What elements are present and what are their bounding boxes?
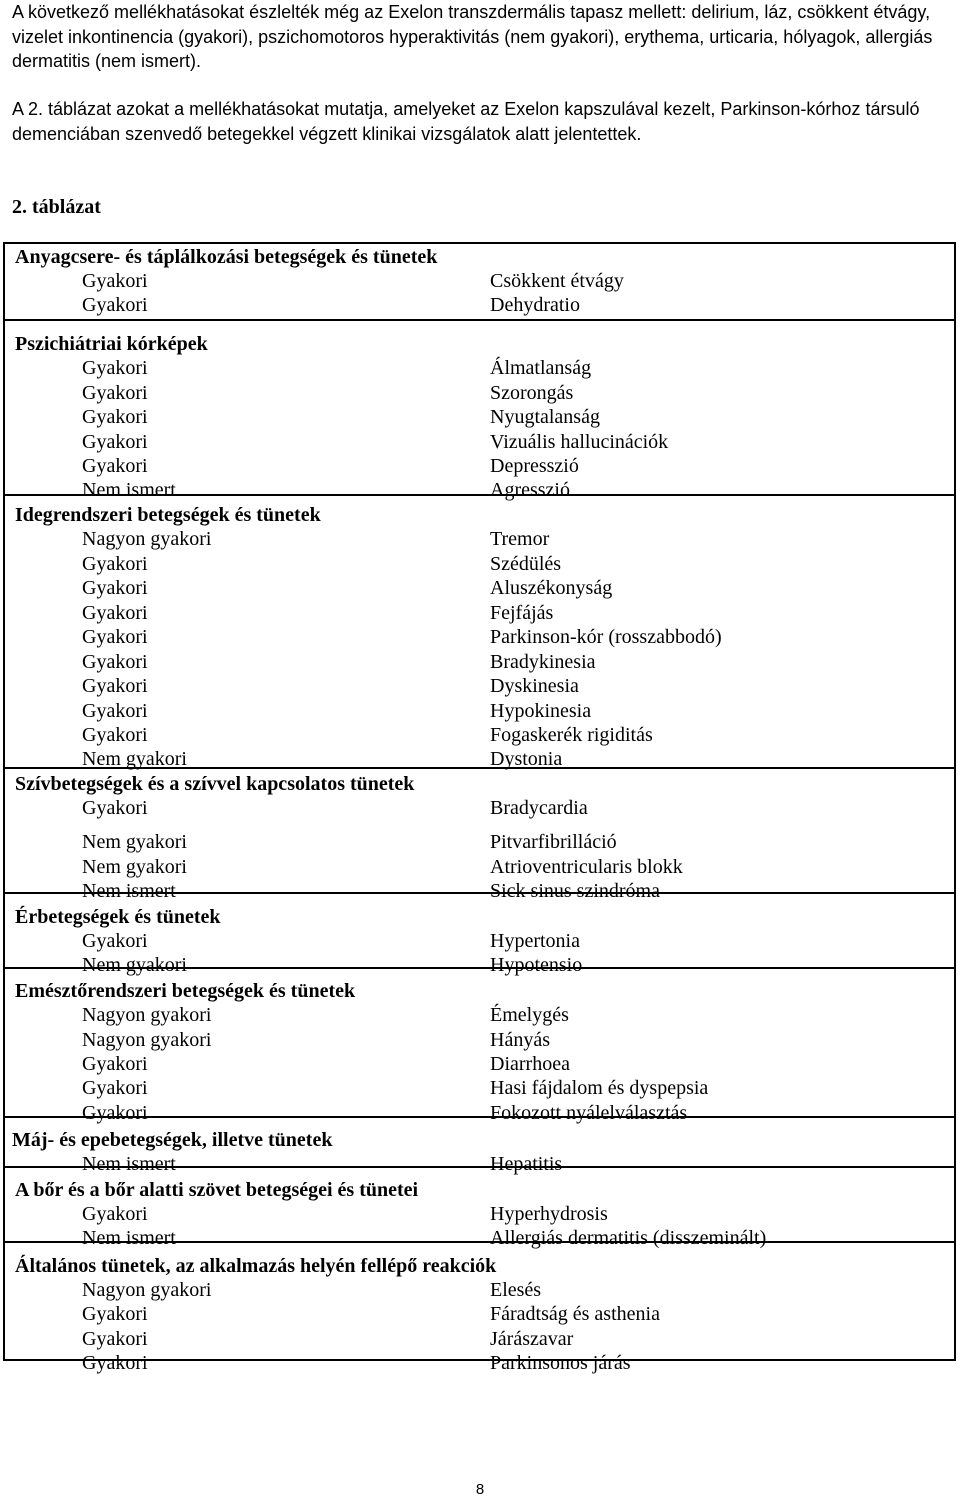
frequency-cell: Nem ismert	[82, 479, 176, 501]
section-heading: Érbetegségek és tünetek	[15, 906, 221, 928]
frequency-cell: Gyakori	[82, 700, 148, 722]
frequency-cell: Gyakori	[82, 602, 148, 624]
frequency-cell: Gyakori	[82, 1053, 148, 1075]
table-caption: 2. táblázat	[12, 196, 101, 218]
reaction-term-cell: Parkinson-kór (rosszabbodó)	[490, 626, 722, 648]
reaction-term-cell: Fejfájás	[490, 602, 554, 624]
reaction-term-cell: Fokozott nyálelválasztás	[490, 1102, 688, 1124]
frequency-cell: Nagyon gyakori	[82, 1004, 212, 1026]
reaction-term-cell: Hypotensio	[490, 954, 583, 976]
reaction-term-cell: Diarrhoea	[490, 1053, 570, 1075]
section-heading: Szívbetegségek és a szívvel kapcsolatos tünetek	[15, 773, 415, 795]
section-heading: A bőr és a bőr alatti szövet betegségei és tünetei	[15, 1179, 419, 1201]
reaction-term-cell: Szédülés	[490, 553, 562, 575]
reaction-term-cell: Émelygés	[490, 1004, 569, 1026]
reaction-term-cell: Csökkent étvágy	[490, 270, 624, 292]
reaction-term-cell: Dehydratio	[490, 294, 580, 316]
intro-paragraph-2: A 2. táblázat azokat a mellékhatásokat mutatja, amelyeket az Exelon kapszulával kezelt, Parkinson-kórhoz társuló demenciában szenvedő betegekkel végzett klinikai vizsgálatok alatt jelentettek.	[12, 99, 920, 144]
frequency-cell: Gyakori	[82, 455, 148, 477]
reaction-term-cell: Hasi fájdalom és dyspepsia	[490, 1077, 709, 1099]
frequency-cell: Gyakori	[82, 553, 148, 575]
reaction-term-cell: Hepatitis	[490, 1153, 563, 1175]
frequency-cell: Gyakori	[82, 1102, 148, 1124]
section-heading: Pszichiátriai kórképek	[15, 333, 208, 355]
frequency-cell: Gyakori	[82, 382, 148, 404]
frequency-cell: Nem gyakori	[82, 856, 187, 878]
frequency-cell: Gyakori	[82, 724, 148, 746]
table-section	[5, 1116, 954, 1175]
frequency-cell: Gyakori	[82, 577, 148, 599]
frequency-cell: Gyakori	[82, 1303, 148, 1325]
table-section	[5, 967, 954, 1124]
reaction-term-cell: Hányás	[490, 1029, 550, 1051]
table-section	[5, 892, 954, 976]
reaction-term-cell: Agresszió	[490, 479, 570, 501]
frequency-cell: Nem gyakori	[82, 954, 187, 976]
frequency-cell: Gyakori	[82, 1352, 148, 1374]
intro-paragraph-1: A következő mellékhatásokat észlelték még az Exelon transzdermális tapasz mellett: delirium, láz, csökkent étvágy, vizelet inkontinencia (gyakori), pszichomotoros hyperaktivitás (nem gyakori), erythema, urticaria, hólyagok, allergiás dermatitis (nem ismert).	[12, 2, 933, 71]
reaction-term-cell: Álmatlanság	[490, 357, 592, 379]
reaction-term-cell: Dyskinesia	[490, 675, 579, 697]
frequency-cell: Gyakori	[82, 294, 148, 316]
frequency-cell: Gyakori	[82, 1203, 148, 1225]
reaction-term-cell: Dystonia	[490, 748, 563, 770]
frequency-cell: Nem gyakori	[82, 831, 187, 853]
reaction-term-cell: Járászavar	[490, 1328, 574, 1350]
table-section	[5, 319, 954, 501]
frequency-cell: Nagyon gyakori	[82, 1029, 212, 1051]
frequency-cell: Nem ismert	[82, 1153, 176, 1175]
reaction-term-cell: Vizuális hallucinációk	[490, 431, 669, 453]
reaction-term-cell: Pitvarfibrilláció	[490, 831, 617, 853]
adverse-reactions-table	[3, 242, 956, 1374]
reaction-term-cell: Szorongás	[490, 382, 574, 404]
frequency-cell: Gyakori	[82, 1328, 148, 1350]
frequency-cell: Gyakori	[82, 930, 148, 952]
reaction-term-cell: Parkinsonos járás	[490, 1352, 631, 1374]
reaction-term-cell: Tremor	[490, 528, 550, 550]
frequency-cell: Gyakori	[82, 270, 148, 292]
reaction-term-cell: Elesés	[490, 1279, 542, 1301]
section-heading: Általános tünetek, az alkalmazás helyén fellépő reakciók	[15, 1255, 497, 1277]
reaction-term-cell: Atrioventricularis blokk	[490, 856, 683, 878]
frequency-cell: Gyakori	[82, 675, 148, 697]
section-heading: Máj- és epebetegségek, illetve tünetek	[12, 1129, 333, 1151]
frequency-cell: Nagyon gyakori	[82, 1279, 212, 1301]
section-heading: Anyagcsere- és táplálkozási betegségek és tünetek	[15, 246, 438, 268]
reaction-term-cell: Fáradtság és asthenia	[490, 1303, 660, 1325]
reaction-term-cell: Hyperhydrosis	[490, 1203, 608, 1225]
reaction-term-cell: Hypertonia	[490, 930, 580, 952]
frequency-cell: Nagyon gyakori	[82, 528, 212, 550]
section-heading: Idegrendszeri betegségek és tünetek	[15, 504, 321, 526]
page-number: 8	[475, 1481, 485, 1498]
reaction-term-cell: Depresszió	[490, 455, 579, 477]
table-section	[5, 244, 954, 319]
table-section	[5, 494, 954, 770]
reaction-term-cell: Sick sinus szindróma	[490, 880, 660, 902]
reaction-term-cell: Allergiás dermatitis (disszeminált)	[490, 1227, 767, 1249]
reaction-term-cell: Aluszékonyság	[490, 577, 613, 599]
frequency-cell: Gyakori	[82, 1077, 148, 1099]
frequency-cell: Gyakori	[82, 651, 148, 673]
section-heading: Emésztőrendszeri betegségek és tünetek	[15, 980, 356, 1002]
frequency-cell: Gyakori	[82, 357, 148, 379]
frequency-cell: Gyakori	[82, 406, 148, 428]
table-section	[5, 767, 954, 902]
table-section	[5, 1241, 954, 1374]
reaction-term-cell: Bradykinesia	[490, 651, 596, 673]
table-section	[5, 1166, 954, 1249]
frequency-cell: Nem ismert	[82, 1227, 176, 1249]
reaction-term-cell: Nyugtalanság	[490, 406, 600, 428]
reaction-term-cell: Bradycardia	[490, 797, 588, 819]
frequency-cell: Gyakori	[82, 797, 148, 819]
reaction-term-cell: Hypokinesia	[490, 700, 592, 722]
frequency-cell: Gyakori	[82, 626, 148, 648]
reaction-term-cell: Fogaskerék rigiditás	[490, 724, 653, 746]
frequency-cell: Nem gyakori	[82, 748, 187, 770]
frequency-cell: Gyakori	[82, 431, 148, 453]
frequency-cell: Nem ismert	[82, 880, 176, 902]
